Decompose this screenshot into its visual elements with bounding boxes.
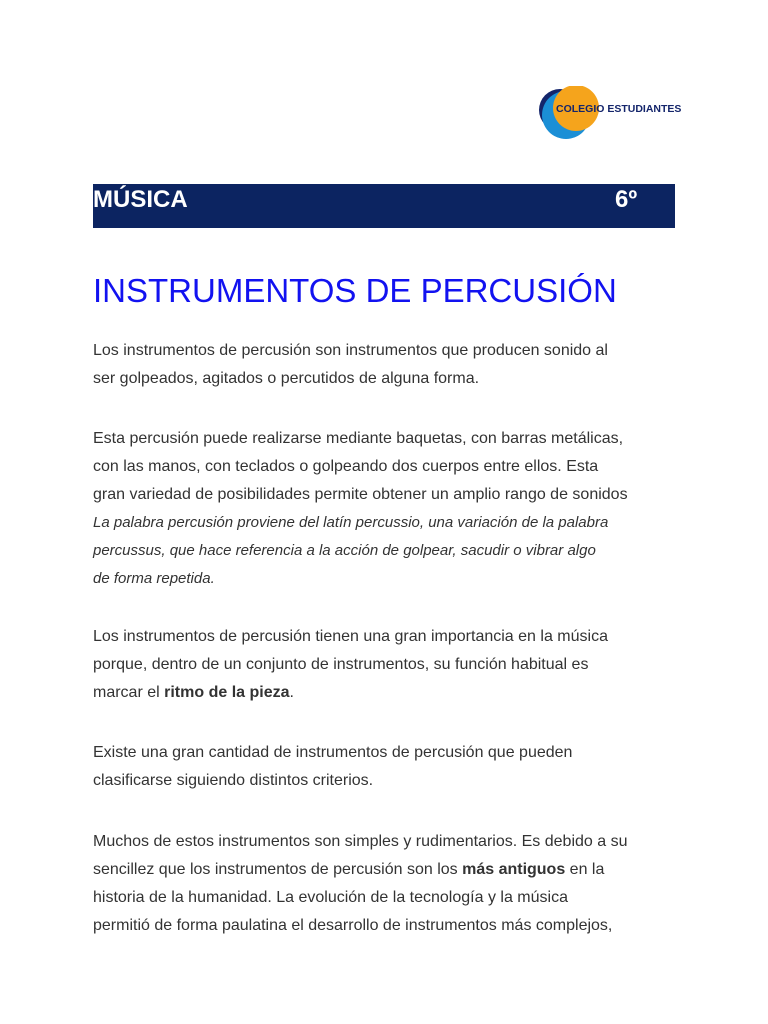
text-line: porque, dentro de un conjunto de instrumentos, su función habitual es bbox=[93, 656, 589, 673]
paragraph-intro bbox=[93, 337, 693, 393]
text-line: Esta percusión puede realizarse mediante baquetas, con barras metálicas, bbox=[93, 430, 624, 447]
paragraph-importance bbox=[93, 623, 693, 707]
subject-label: MÚSICA bbox=[93, 186, 188, 213]
text-line: Los instrumentos de percusión son instrumentos que producen sonido al bbox=[93, 342, 608, 359]
bold-oldest-term: más antiguos bbox=[462, 861, 566, 878]
bold-rhythm-term: ritmo de la pieza bbox=[164, 684, 290, 701]
etymology-line: La palabra percusión proviene del latín percussio, una variación de la palabra bbox=[93, 514, 609, 531]
paragraph-percussion-methods bbox=[93, 425, 693, 593]
page-title: INSTRUMENTOS DE PERCUSIÓN bbox=[93, 272, 617, 309]
text-line: con las manos, con teclados o golpeando dos cuerpos entre ellos. Esta bbox=[93, 458, 599, 475]
school-logo bbox=[536, 86, 696, 142]
paragraph-history bbox=[93, 828, 693, 940]
text-line: Los instrumentos de percusión tienen una gran importancia en la música bbox=[93, 628, 608, 645]
text-line: Existe una gran cantidad de instrumentos de percusión que pueden bbox=[93, 744, 573, 761]
text-fragment: marcar el bbox=[93, 684, 165, 701]
text-line: clasificarse siguiendo distintos criterios. bbox=[93, 772, 374, 789]
grade-label: 6º bbox=[615, 186, 638, 213]
text-line: ser golpeados, agitados o percutidos de alguna forma. bbox=[93, 370, 480, 387]
text-fragment: en la bbox=[565, 861, 605, 878]
text-line: gran variedad de posibilidades permite obtener un amplio rango de sonidos bbox=[93, 486, 628, 503]
etymology-line: de forma repetida. bbox=[93, 570, 215, 587]
logo-text: COLEGIO ESTUDIANTES bbox=[556, 103, 682, 115]
paragraph-classification bbox=[93, 739, 693, 795]
text-line bbox=[93, 679, 693, 707]
text-line: permitió de forma paulatina el desarrollo de instrumentos más complejos, bbox=[93, 917, 613, 934]
etymology-line: percussus, que hace referencia a la acción de golpear, sacudir o vibrar algo bbox=[93, 542, 596, 559]
text-line bbox=[93, 856, 693, 884]
text-fragment: sencillez que los instrumentos de percusión son los bbox=[93, 861, 463, 878]
text-fragment: . bbox=[289, 684, 294, 701]
text-line: historia de la humanidad. La evolución de la tecnología y la música bbox=[93, 889, 568, 906]
text-line: Muchos de estos instrumentos son simples y rudimentarios. Es debido a su bbox=[93, 833, 628, 850]
subject-banner bbox=[93, 184, 675, 228]
